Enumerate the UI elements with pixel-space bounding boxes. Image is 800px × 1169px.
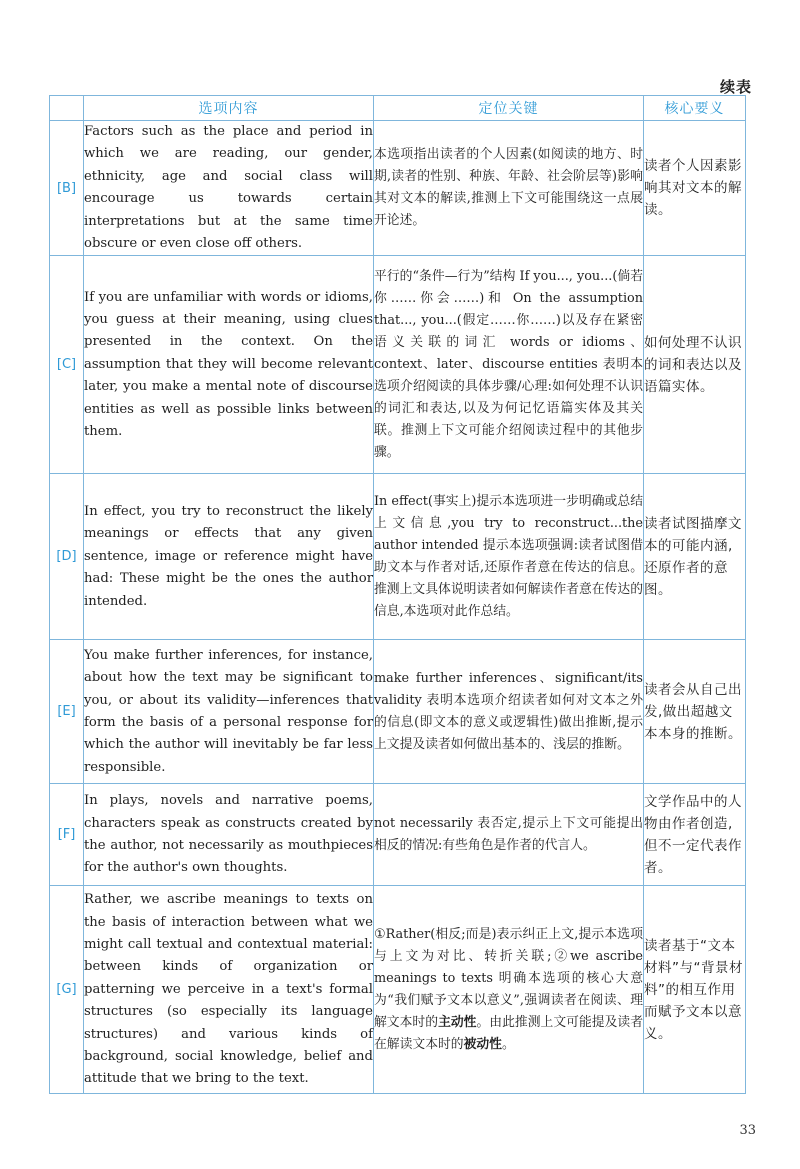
core-text: 读者试图描摩文本的可能内涵,还原作者的意图。 [644, 474, 746, 640]
option-text: Factors such as the place and period in which we are reading, our gender, ethnicity, age and social class will encourage us towards certain interpretations but at the same time obscure or even close off others. [84, 121, 374, 256]
table-row [50, 121, 746, 256]
analysis-table [49, 95, 746, 1094]
option-text: In plays, novels and narrative poems, characters speak as constructs created by the author, not necessarily as mouthpieces for the author's own thoughts. [84, 784, 374, 886]
header-blank [50, 96, 84, 121]
header-core: 核心要义 [644, 96, 746, 121]
option-text: If you are unfamiliar with words or idioms, you guess at their meaning, using clues presented in the context. On the assumption that they will become relevant later, you make a mental note of discourse entities as well as possible links between them. [84, 256, 374, 474]
row-label: [G] [50, 886, 84, 1094]
row-label: [D] [50, 474, 84, 640]
row-label: [C] [50, 256, 84, 474]
location-text [374, 886, 644, 1094]
option-text: You make further inferences, for instance, about how the text may be significant to you, or about its validity—inferences that form the basis of a personal response for which the author will inevitably be far less responsible. [84, 640, 374, 784]
page-number: 33 [739, 1123, 756, 1138]
location-text: 本选项指出读者的个人因素(如阅读的地方、时期,读者的性别、种族、年龄、社会阶层等)影响其对文本的解读,推测上下文可能围绕这一点展开论述。 [374, 121, 644, 256]
location-text: make further inferences、significant/its validity 表明本选项介绍读者如何对文本之外的信息(即文本的意义或逻辑性)做出推断,提示上文提及读者如何做出基本的、浅层的推断。 [374, 640, 644, 784]
table-row [50, 640, 746, 784]
header-option: 选项内容 [84, 96, 374, 121]
emphasis-active: 主动性 [438, 1014, 477, 1030]
option-text: Rather, we ascribe meanings to texts on the basis of interaction between what we might call textual and contextual material: between kinds of organization or patterning we perceive in a text's formal structures (so especially its language structures) and various kinds of background, social knowledge, belief and attitude that we bring to the text. [84, 886, 374, 1094]
table-row [50, 784, 746, 886]
table-row [50, 474, 746, 640]
location-text-part: ①Rather(相反;而是)表示纠正上文,提示本选项与上文为对比、转折关联;②we ascribe meanings to texts 明确本选项的核心大意为“我们赋予文本以意义”,强调读者在阅读、理解文本时的 [374, 926, 643, 1030]
core-text: 读者会从自己出发,做出超越文本本身的推断。 [644, 640, 746, 784]
table-row [50, 256, 746, 474]
row-label: [B] [50, 121, 84, 256]
core-text: 读者基于“文本材料”与“背景材料”的相互作用而赋予文本以意义。 [644, 886, 746, 1094]
continued-label: 续表 [719, 78, 752, 96]
location-text-part: 。由此推测上文可能提及读者在解读文本时的 [374, 1014, 644, 1052]
table-header-row [50, 96, 746, 121]
location-text: not necessarily 表否定,提示上下文可能提出相反的情况:有些角色是作者的代言人。 [374, 784, 644, 886]
table-row [50, 886, 746, 1094]
location-text-part: 。 [501, 1036, 515, 1052]
location-text: 平行的“条件—行为”结构 If you..., you...(倘若你……你会……)和 On the assumption that..., you...(假定……你……)以及存在紧密语义关联的词汇 words or idioms、context、later、discourse entities 表明本选项介绍阅读的具体步骤/心理:如何处理不认识的词汇和表达,以及为何记忆语篇实体及其关联。推测上下文可能介绍阅读过程中的其他步骤。 [374, 256, 644, 474]
header-location: 定位关键 [374, 96, 644, 121]
core-text: 读者个人因素影响其对文本的解读。 [644, 121, 746, 256]
location-text: In effect(事实上)提示本选项进一步明确或总结上文信息,you try to reconstruct...the author intended 提示本选项强调:读者试图借助文本与作者对话,还原作者意在传达的信息。推测上文具体说明读者如何解读作者意在传达的信息,本选项对此作总结。 [374, 474, 644, 640]
core-text: 如何处理不认识的词和表达以及语篇实体。 [644, 256, 746, 474]
core-text: 文学作品中的人物由作者创造,但不一定代表作者。 [644, 784, 746, 886]
row-label: [E] [50, 640, 84, 784]
option-text: In effect, you try to reconstruct the likely meanings or effects that any given sentence, image or reference might have had: These might be the ones the author intended. [84, 474, 374, 640]
row-label: [F] [50, 784, 84, 886]
emphasis-passive: 被动性 [463, 1036, 502, 1052]
